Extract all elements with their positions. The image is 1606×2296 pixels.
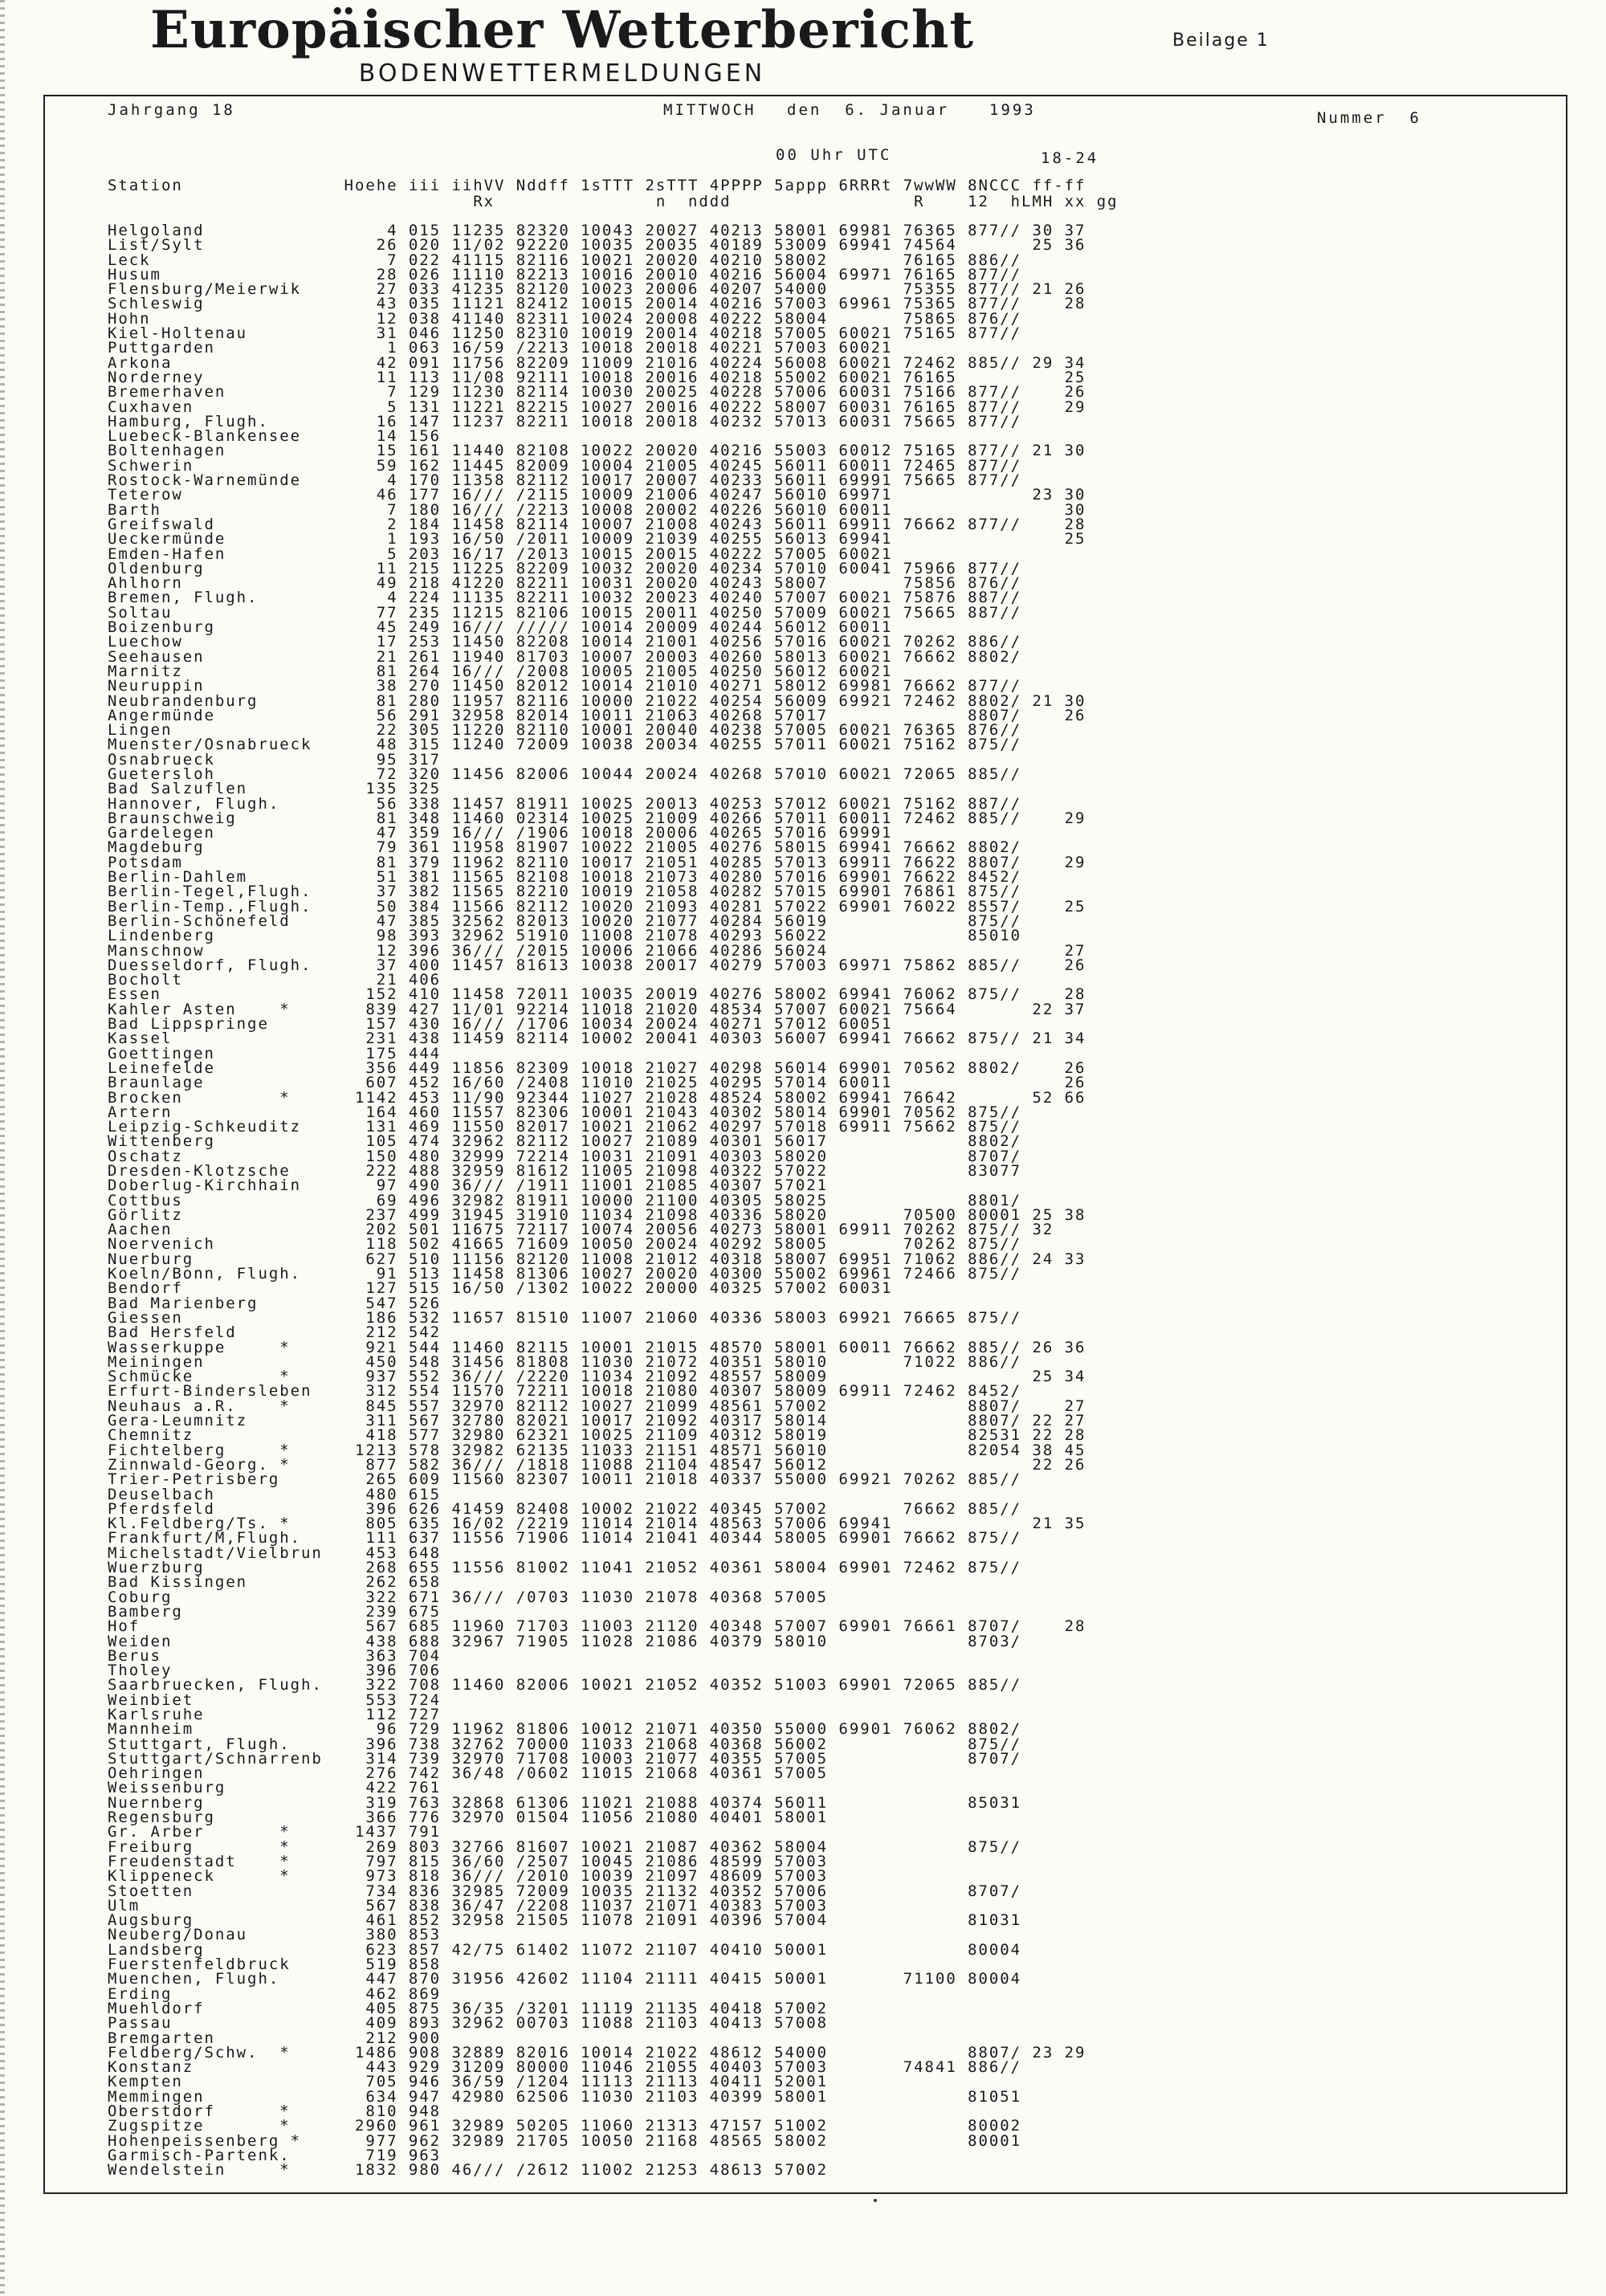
- supplement-label: Beilage 1: [1172, 31, 1270, 51]
- table-row: Mannheim 96 729 11962 81806 10012 21071 40350 55000 69901 76062 8802/: [108, 1720, 1022, 1739]
- table-row: Stoetten 734 836 32985 72009 10035 21132 40352 57006 8707/: [108, 1882, 1022, 1900]
- table-row: Bremen, Flugh. 4 224 11135 82211 10032 20023 40240 57007 60021 75876 887//: [108, 589, 1022, 607]
- table-row: Teterow 46 177 16/// /2115 10009 21006 40247 56010 69971 23 30: [108, 486, 1086, 504]
- table-row: Ueckermünde 1 193 16/50 /2011 10009 21039 40255 56013 69941 25: [108, 530, 1086, 549]
- table-row: Hohenpeissenberg * 977 962 32989 21705 10050 21168 48565 58002 80001: [108, 2131, 1022, 2150]
- table-row: Muenster/Osnabrueck 48 315 11240 72009 10038 20034 40255 57011 60021 75162 875//: [108, 736, 1022, 754]
- weekday-label: MITTWOCH: [663, 101, 756, 119]
- table-row: Aachen 202 501 11675 72117 10074 20056 40273 58001 69911 70262 875// 32: [108, 1221, 1054, 1239]
- table-row: Marnitz 81 264 16/// /2008 10005 21005 40250 56012 60021: [108, 662, 893, 680]
- table-row: Manschnow 12 396 36/// /2015 10006 21066 40286 56024 27: [108, 941, 1086, 960]
- scan-edge-marks: [0, 0, 5, 2296]
- table-row: Guetersloh 72 320 11456 82006 10044 20024 40268 57010 60021 72065 885//: [108, 765, 1022, 783]
- table-row: Cottbus 69 496 32982 81911 10000 21100 40305 58025 8801/: [108, 1191, 1022, 1209]
- table-row: Schleswig 43 035 11121 82412 10015 20014 40216 57003 69961 75365 877// 28: [108, 295, 1086, 313]
- table-row: Görlitz 237 499 31945 31910 11034 21098 40336 58020 70500 80001 25 38: [108, 1205, 1086, 1224]
- table-row: Neubrandenburg 81 280 11957 82116 10000 21022 40254 56009 69921 72462 8802/ 21 30: [108, 691, 1086, 710]
- table-row: Doberlug-Kirchhain 97 490 36/// /1911 11001 21085 40307 57021: [108, 1177, 829, 1195]
- table-row: Brocken * 1142 453 11/90 92344 11027 21028 48524 58002 69941 76642 52 66: [108, 1088, 1086, 1107]
- table-row: Bremgarten 212 900: [108, 2029, 442, 2047]
- table-row: Dresden-Klotzsche 222 488 32959 81612 11005 21098 40322 57022 83077: [108, 1162, 1022, 1180]
- table-row: Bad Marienberg 547 526: [108, 1294, 442, 1312]
- date-label: den 6. Januar: [787, 101, 950, 119]
- table-row: Muenchen, Flugh. 447 870 31956 42602 11104 21111 40415 50001 71100 80004: [108, 1970, 1022, 1988]
- table-row: Neuhaus a.R. * 845 557 32970 82112 10027 21099 48561 57002 8807/ 27: [108, 1397, 1086, 1415]
- table-row: Freudenstadt * 797 815 36/60 /2507 10045 21086 48599 57003: [108, 1852, 829, 1870]
- table-row: Coburg 322 671 36/// /0703 11030 21078 40368 57005: [108, 1588, 829, 1606]
- table-row: Berlin-Tegel,Flugh. 37 382 11565 82210 10019 21058 40282 57015 69901 76861 875//: [108, 883, 1022, 901]
- table-row: Wittenberg 105 474 32962 82112 10027 21089 40301 56017 8802/: [108, 1132, 1022, 1151]
- table-row: Trier-Petrisberg 265 609 11560 82307 10011 21018 40337 55000 69921 70262 885//: [108, 1470, 1022, 1489]
- table-row: Erfurt-Bindersleben 312 554 11570 72211 10018 21080 40307 58009 69911 72462 8452/: [108, 1382, 1022, 1401]
- table-row: Chemnitz 418 577 32980 62321 10025 21109 40312 58019 82531 22 28: [108, 1426, 1086, 1445]
- table-row: Bremerhaven 7 129 11230 82114 10030 20025 40228 57006 60031 75166 877// 26: [108, 383, 1086, 402]
- table-row: Zinnwald-Georg. * 877 582 36/// /1818 11088 21104 48547 56012 22 26: [108, 1455, 1086, 1474]
- table-row: Bendorf 127 515 16/50 /1302 10022 20000 40325 57002 60031: [108, 1279, 893, 1298]
- table-row: Deuselbach 480 615: [108, 1485, 442, 1503]
- table-row: Helgoland 4 015 11235 82320 10043 20027 40213 58001 69981 76365 877// 30 37: [108, 222, 1086, 239]
- table-row: Saarbruecken, Flugh. 322 708 11460 82006 10021 21052 40352 51003 69901 72065 885//: [108, 1676, 1022, 1694]
- table-row: Lingen 22 305 11220 82110 10001 20040 40238 57005 60021 76365 876//: [108, 721, 1022, 740]
- table-row: Emden-Hafen 5 203 16/17 /2013 10015 20015 40222 57005 60021: [108, 544, 893, 563]
- table-row: Boltenhagen 15 161 11440 82108 10022 20020 40216 55003 60012 75165 877// 21 30: [108, 442, 1086, 460]
- table-row: Schwerin 59 162 11445 82009 10004 21005 40245 56011 60011 72465 877//: [108, 456, 1022, 475]
- column-header-row-2: Rx n nddd R 12 hLMH xx gg: [108, 193, 1119, 210]
- table-row: Berlin-Schönefeld 47 385 32562 82013 10020 21077 40284 56019 875//: [108, 911, 1022, 930]
- table-row: Oldenburg 11 215 11225 82209 10032 20020 40234 57010 60041 75966 877//: [108, 559, 1022, 577]
- table-row: Kahler Asten * 839 427 11/01 92214 11018 21020 48534 57007 60021 75664 22 37: [108, 1000, 1086, 1018]
- table-row: Schmücke * 937 552 36/// /2220 11034 21092 48557 58009 25 34: [108, 1368, 1086, 1386]
- issue-number: Nummer 6: [1317, 109, 1421, 127]
- table-row: Leipzig-Schkeuditz 131 469 11550 82017 10021 21062 40297 57018 69911 75662 875//: [108, 1118, 1022, 1136]
- table-row: Stuttgart/Schnarrenb 314 739 32970 71708 10003 21077 40355 57005 8707/: [108, 1749, 1022, 1768]
- table-row: Klippeneck * 973 818 36/// /2010 10039 21097 48609 57003: [108, 1867, 829, 1886]
- table-row: Lindenberg 98 393 32962 51910 11008 21078 40293 56022 85010: [108, 927, 1022, 945]
- table-row: Berlin-Temp.,Flugh. 50 384 11566 82112 10020 21093 40281 57022 69901 76022 8557/ 25: [108, 897, 1086, 916]
- table-row: Bad Salzuflen 135 325: [108, 780, 442, 798]
- table-row: Kempten 705 946 36/59 /1204 11113 21113 40411 52001: [108, 2073, 829, 2091]
- table-row: Erding 462 869: [108, 1984, 442, 2003]
- table-row: Boizenburg 45 249 16/// ///// 10014 20009 40244 56012 60011: [108, 618, 893, 637]
- table-row: Puttgarden 1 063 16/59 /2213 10018 20018 40221 57003 60021: [108, 339, 893, 357]
- table-row: Memmingen 634 947 42980 62506 11030 21103 40399 58001 81051: [108, 2087, 1022, 2106]
- table-row: Luechow 17 253 11450 82208 10014 21001 40256 57016 60021 70262 886//: [108, 633, 1022, 651]
- table-row: Artern 164 460 11557 82306 10001 21043 40302 58014 69901 70562 875//: [108, 1103, 1022, 1121]
- table-row: Neuberg/Donau 380 853: [108, 1926, 442, 1944]
- table-row: Passau 409 893 32962 00703 11088 21103 40413 57008: [108, 2014, 829, 2033]
- table-row: Pferdsfeld 396 626 41459 82408 10002 21022 40345 57002 76662 885//: [108, 1499, 1022, 1518]
- volume-label: Jahrgang 18: [108, 101, 235, 119]
- table-row: Frankfurt/M,Flugh. 111 637 11556 71906 11014 21041 40344 58005 69901 76662 875//: [108, 1529, 1022, 1548]
- table-row: Karlsruhe 112 727: [108, 1705, 442, 1723]
- table-row: Oschatz 150 480 32999 72214 10031 21091 40303 58020 8707/: [108, 1147, 1022, 1165]
- table-row: Tholey 396 706: [108, 1662, 442, 1680]
- table-row: Stuttgart, Flugh. 396 738 32762 70000 11033 21068 40368 56002 875//: [108, 1735, 1022, 1753]
- table-row: Bad Lippspringe 157 430 16/// /1706 10034 20024 40271 57012 60051: [108, 1015, 893, 1034]
- table-row: Nuerburg 627 510 11156 82120 11008 21012 40318 58007 69951 71062 886// 24 33: [108, 1250, 1086, 1268]
- table-row: Hannover, Flugh. 56 338 11457 81911 10025 20013 40253 57012 60021 75162 887//: [108, 794, 1022, 813]
- table-row: Bad Hersfeld 212 542: [108, 1323, 442, 1342]
- table-row: Giessen 186 532 11657 81510 11007 21060 40336 58003 69921 76665 875//: [108, 1308, 1022, 1327]
- table-row: Arkona 42 091 11756 82209 11009 21016 40224 56008 60021 72462 885// 29 34: [108, 353, 1086, 372]
- report-title: Europäischer Wetterbericht: [150, 0, 974, 60]
- table-row: Meiningen 450 548 31456 81808 11030 21072 40351 58010 71022 886//: [108, 1352, 1022, 1371]
- table-row: Hamburg, Flugh. 16 147 11237 82211 10018 20018 40232 57013 60031 75665 877//: [108, 412, 1022, 430]
- table-row: Garmisch-Partenk. 719 963: [108, 2146, 442, 2164]
- table-row: Fichtelberg * 1213 578 32982 62135 11033 21151 48571 56010 82054 38 45: [108, 1441, 1086, 1459]
- table-row: Muehldorf 405 875 36/35 /3201 11119 21135 40418 57002: [108, 1999, 829, 2017]
- table-row: Soltau 77 235 11215 82106 10015 20011 40250 57009 60021 75665 887//: [108, 603, 1022, 622]
- table-row: Kl.Feldberg/Ts. * 805 635 16/02 /2219 11014 21014 48563 57006 69941 21 35: [108, 1515, 1086, 1533]
- table-row: Norderney 11 113 11/08 92111 10018 20016 40218 55002 60021 76165 25: [108, 368, 1086, 386]
- table-row: Angermünde 56 291 32958 82014 10011 21063 40268 57017 8807/ 26: [108, 706, 1086, 724]
- table-row: Landsberg 623 857 42/75 61402 11072 21107 40410 50001 80004: [108, 1940, 1022, 1959]
- table-row: Hohn 12 038 41140 82311 10024 20008 40222 58004 75865 876//: [108, 309, 1022, 328]
- table-row: Koeln/Bonn, Flugh. 91 513 11458 81306 10027 20020 40300 55002 69961 72466 875//: [108, 1265, 1022, 1283]
- table-row: Duesseldorf, Flugh. 37 400 11457 81613 10038 20017 40279 57003 69971 75862 885// 26: [108, 956, 1086, 974]
- table-row: Husum 28 026 11110 82213 10016 20010 40216 56004 69971 76165 877//: [108, 265, 1022, 283]
- table-row: Essen 152 410 11458 72011 10035 20019 40276 58002 69941 76062 875// 28: [108, 985, 1086, 1004]
- table-row: List/Sylt 26 020 11/02 92220 10035 20035 40189 53009 69941 74564 25 36: [108, 236, 1086, 255]
- table-row: Goettingen 175 444: [108, 1044, 442, 1062]
- table-row: Greifswald 2 184 11458 82114 10007 21008 40243 56011 69911 76662 877// 28: [108, 515, 1086, 533]
- scan-speck: [874, 2199, 877, 2202]
- table-row: Rostock-Warnemünde 4 170 11358 82112 10017 20007 40233 56011 69991 75665 877//: [108, 471, 1022, 490]
- table-row: Fuerstenfeldbruck 519 858: [108, 1955, 442, 1974]
- observation-time: 00 Uhr UTC: [776, 146, 892, 164]
- table-row: Bad Kissingen 262 658: [108, 1573, 442, 1592]
- table-row: Weissenburg 422 761: [108, 1779, 442, 1797]
- table-row: Zugspitze * 2960 961 32989 50205 11060 21313 47157 51002 80002: [108, 2117, 1022, 2135]
- table-row: Regensburg 366 776 32970 01504 11056 21080 40401 58001: [108, 1809, 829, 1827]
- table-row: Feldberg/Schw. * 1486 908 32889 82016 10014 21022 48612 54000 8807/ 23 29: [108, 2043, 1086, 2062]
- table-row: Leck 7 022 41115 82116 10021 20020 40210 58002 76165 886//: [108, 251, 1022, 269]
- station-table: [108, 222, 1086, 2180]
- table-row: Weinbiet 553 724: [108, 1690, 442, 1709]
- table-row: Bocholt 21 406: [108, 971, 442, 989]
- column-header-row-1: Station Hoehe iii iihVV Nddff 1sTTT 2sTTT 4PPPP 5appp 6RRRt 7wwWW 8NCCC ff-ff: [108, 177, 1086, 194]
- table-row: Flensburg/Meierwik 27 033 41235 82120 10023 20006 40207 54000 75355 877// 21 26: [108, 280, 1086, 299]
- table-row: Osnabrueck 95 317: [108, 750, 442, 769]
- table-row: Ulm 567 838 36/47 /2208 11037 21071 40383 57003: [108, 1896, 829, 1915]
- table-row: Braunlage 607 452 16/60 /2408 11010 21025 40295 57014 60011 26: [108, 1074, 1086, 1092]
- table-row: Cuxhaven 5 131 11221 82215 10027 20016 40222 58007 60031 76165 877// 29: [108, 398, 1086, 416]
- table-row: Augsburg 461 852 32958 21505 11078 21091 40396 57004 81031: [108, 1911, 1022, 1930]
- period-label: 18-24: [1041, 149, 1099, 167]
- table-row: Oberstdorf * 810 948: [108, 2102, 442, 2120]
- table-row: Seehausen 21 261 11940 81703 10007 20003 40260 58013 60021 76662 8802/: [108, 647, 1022, 666]
- table-row: Ahlhorn 49 218 41220 82211 10031 20020 40243 58007 75856 876//: [108, 574, 1022, 593]
- table-row: Noervenich 118 502 41665 71609 10050 20024 40292 58005 70262 875//: [108, 1235, 1022, 1254]
- table-row: Kassel 231 438 11459 82114 10002 20041 40303 56007 69941 76662 875// 21 34: [108, 1030, 1086, 1048]
- table-row: Gera-Leumnitz 311 567 32780 82021 10017 21092 40317 58014 8807/ 22 27: [108, 1412, 1086, 1430]
- table-row: Magdeburg 79 361 11958 81907 10022 21005 40276 58015 69941 76662 8802/: [108, 838, 1022, 857]
- table-row: Nuernberg 319 763 32868 61306 11021 21088 40374 56011 85031: [108, 1793, 1022, 1812]
- table-row: Luebeck-Blankensee 14 156: [108, 427, 442, 446]
- table-row: Bamberg 239 675: [108, 1602, 442, 1621]
- table-row: Barth 7 180 16/// /2213 10008 20002 40226 56010 60011 30: [108, 500, 1086, 519]
- table-row: Gardelegen 47 359 16/// /1906 10018 20006 40265 57016 69991: [108, 824, 893, 842]
- table-row: Neuruppin 38 270 11450 82012 10014 21010 40271 58012 69981 76662 877//: [108, 677, 1022, 695]
- year-label: 1993: [989, 101, 1036, 119]
- report-subtitle: BODENWETTERMELDUNGEN: [358, 59, 766, 88]
- table-row: Potsdam 81 379 11962 82110 10017 21051 40285 57013 69911 76622 8807/ 29: [108, 853, 1086, 871]
- table-row: Berlin-Dahlem 51 381 11565 82108 10018 21073 40280 57016 69901 76622 8452/: [108, 868, 1022, 887]
- table-row: Freiburg * 269 803 32766 81607 10021 21087 40362 58004 875//: [108, 1837, 1022, 1856]
- table-row: Oehringen 276 742 36/48 /0602 11015 21068 40361 57005: [108, 1764, 829, 1783]
- table-row: Wendelstein * 1832 980 46/// /2612 11002 21253 48613 57002: [108, 2161, 829, 2180]
- table-row: Michelstadt/Vielbrun 453 648: [108, 1544, 442, 1562]
- table-row: Wuerzburg 268 655 11556 81002 11041 21052 40361 58004 69901 72462 875//: [108, 1559, 1022, 1577]
- table-row: Gr. Arber * 1437 791: [108, 1823, 442, 1841]
- table-row: Konstanz 443 929 31209 80000 11046 21055 40403 57003 74841 886//: [108, 2058, 1022, 2077]
- table-row: Weiden 438 688 32967 71905 11028 21086 40379 58010 8703/: [108, 1632, 1022, 1650]
- table-row: Kiel-Holtenau 31 046 11250 82310 10019 20014 40218 57005 60021 75165 877//: [108, 324, 1022, 343]
- table-row: Hof 567 685 11960 71703 11003 21120 40348 57007 69901 76661 8707/ 28: [108, 1617, 1086, 1636]
- table-row: Wasserkuppe * 921 544 11460 82115 10001 21015 48570 58001 60011 76662 885// 26 36: [108, 1338, 1086, 1356]
- table-row: Leinefelde 356 449 11856 82309 10018 21027 40298 56014 69901 70562 8802/ 26: [108, 1058, 1086, 1077]
- table-row: Berus 363 704: [108, 1646, 442, 1665]
- table-row: Braunschweig 81 348 11460 02314 10025 21009 40266 57011 60011 72462 885// 29: [108, 809, 1086, 827]
